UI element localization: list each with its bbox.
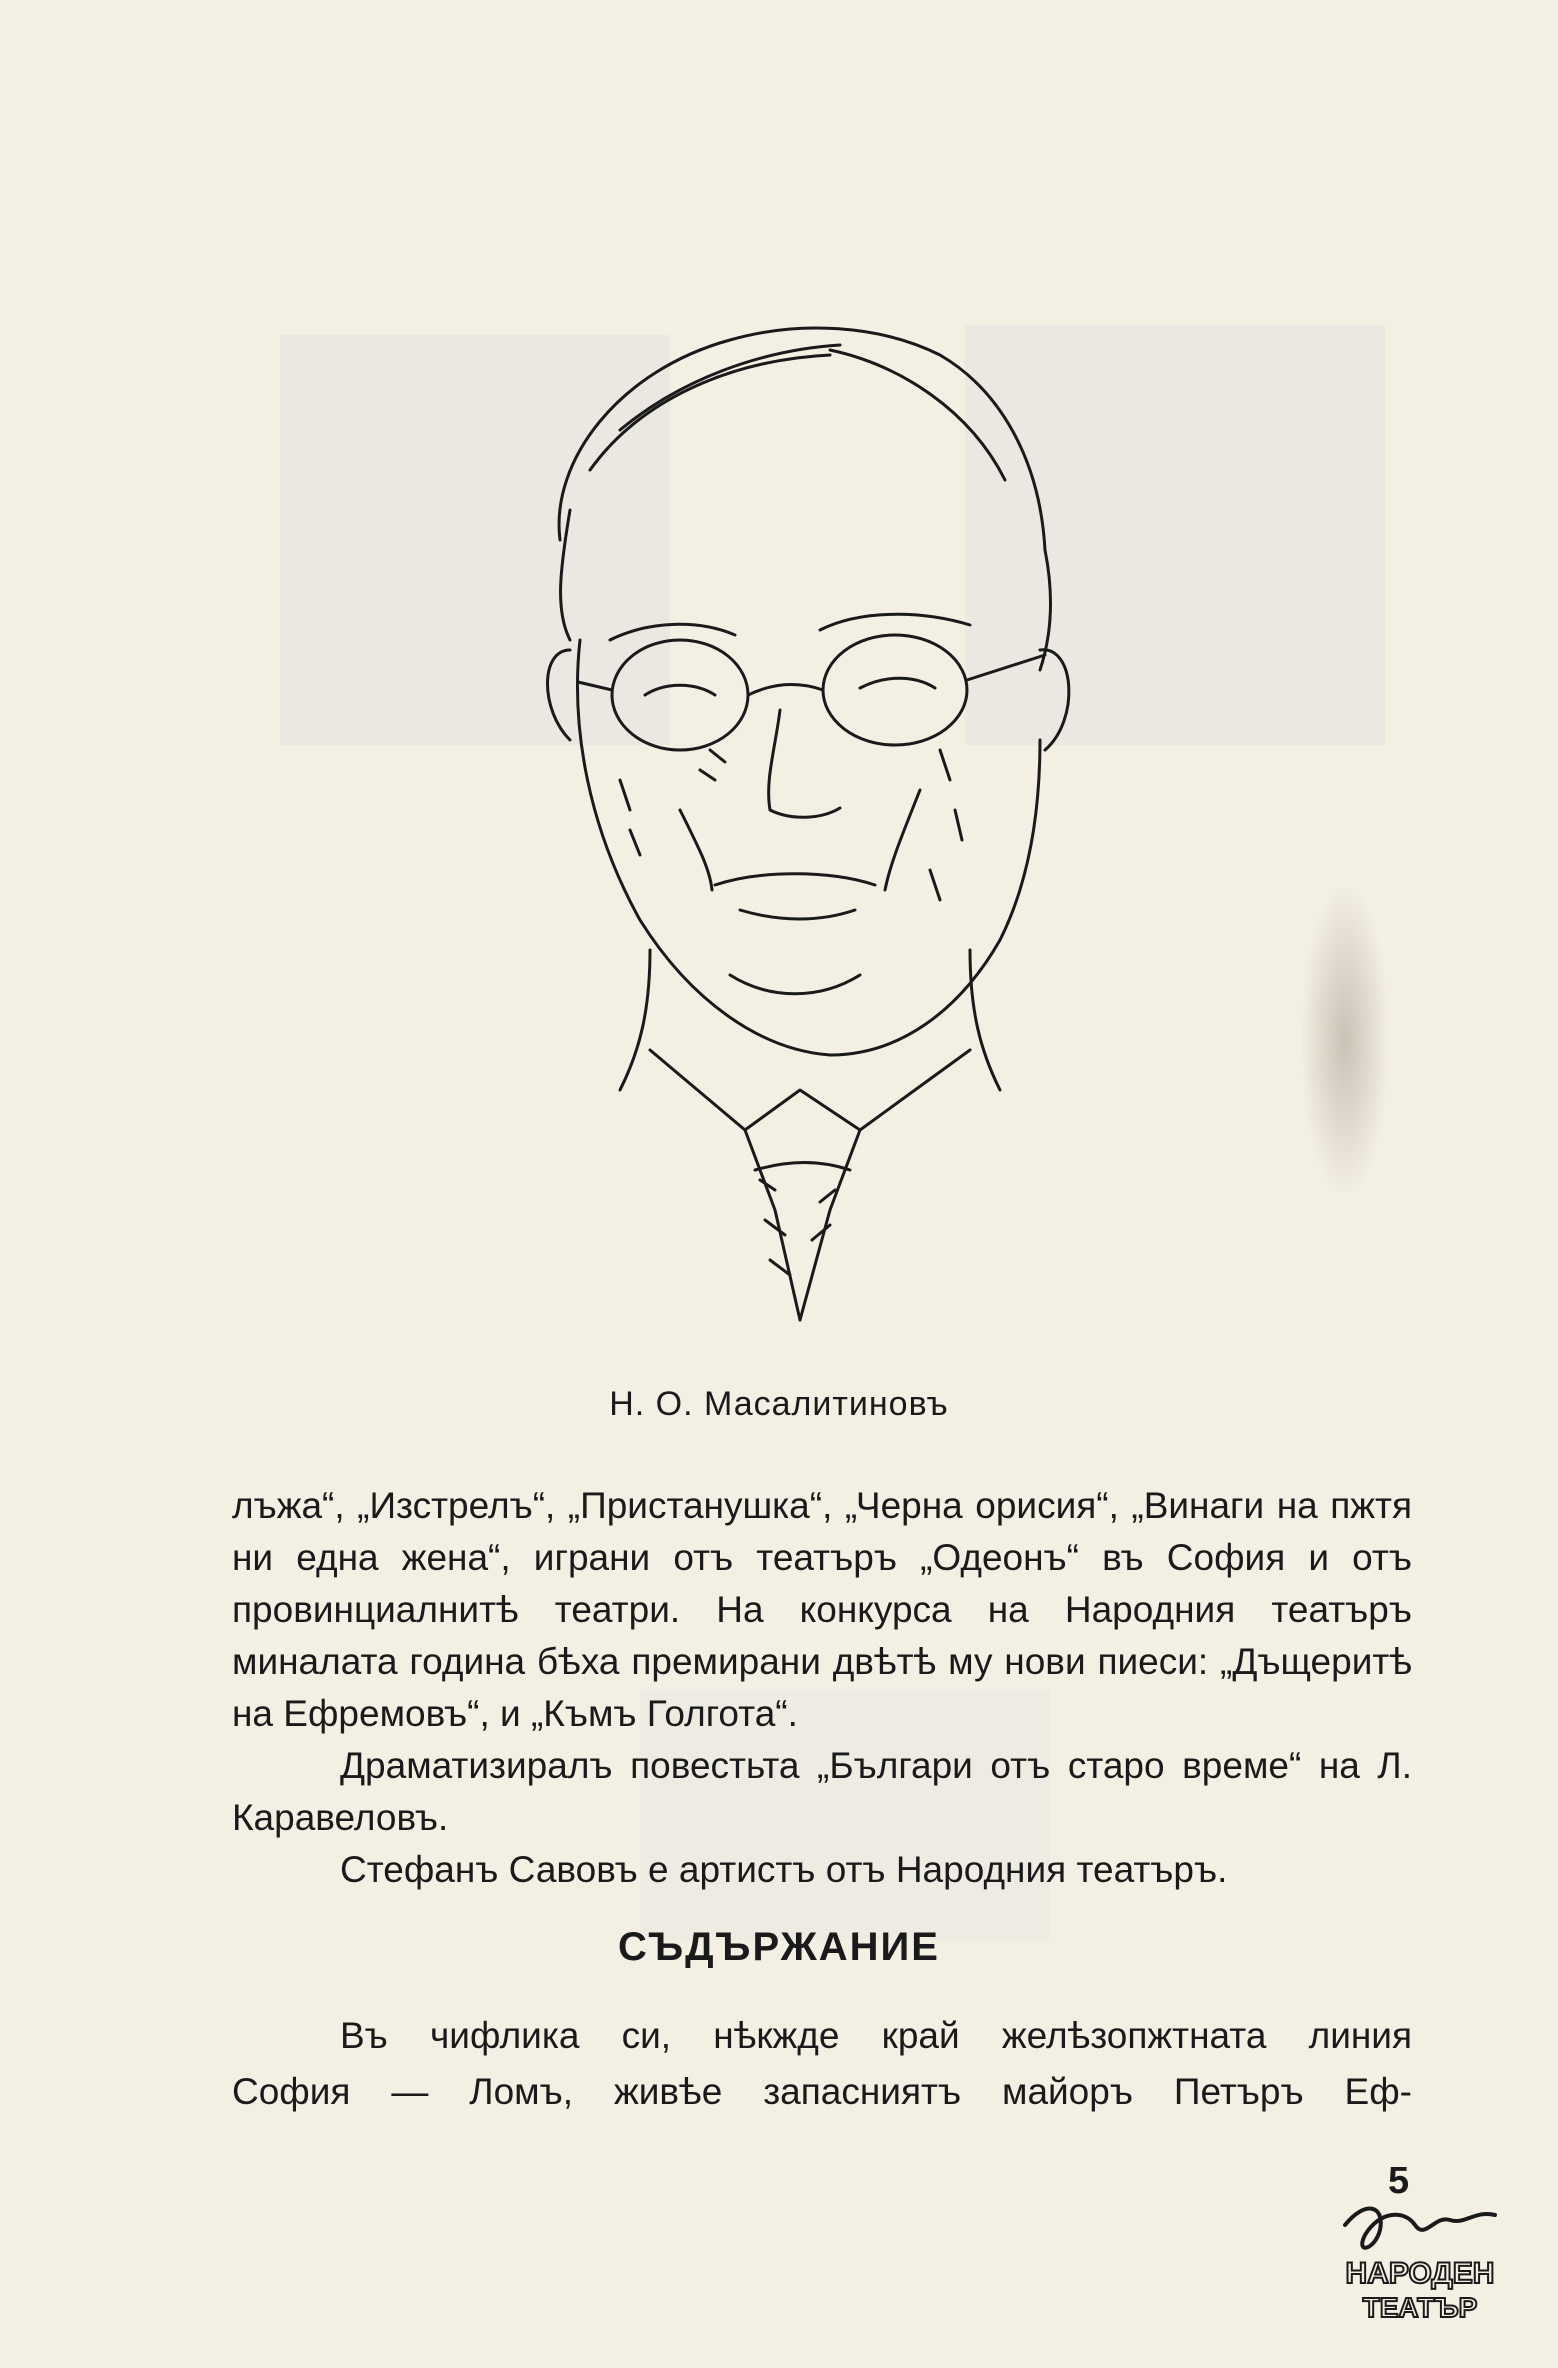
page-number: 5 — [1388, 2160, 1410, 2202]
portrait-sketch — [500, 310, 1120, 1330]
national-theatre-logo — [1325, 2195, 1515, 2325]
svg-text:НАРОДЕН: НАРОДЕН — [1345, 2257, 1495, 2290]
summary-line: Въ чифлика си, нѣкжде край желѣзопжтната линия — [340, 2015, 1412, 2056]
paragraph: Стефанъ Савовъ е артистъ отъ Народния театъръ. — [340, 1849, 1228, 1890]
summary-text — [232, 2008, 1412, 2120]
portrait-caption: Н. О. Масалитиновъ — [609, 1385, 949, 1423]
body-text — [232, 1480, 1412, 1896]
svg-text:ТЕАТЪР: ТЕАТЪР — [1362, 2292, 1478, 2323]
paragraph: Драматизиралъ повестьта „Българи отъ старо време“ на Л. Каравеловъ. — [232, 1745, 1412, 1838]
summary-line: София — Ломъ, живѣе запасниятъ майоръ Петъръ Еф- — [232, 2071, 1412, 2112]
paper-stain — [1300, 880, 1390, 1200]
paragraph: лъжа“, „Изстрелъ“, „Пристанушка“, „Черна орисия“, „Винаги на пжтя ни една жена“, играни отъ театъръ „Одеонъ“ въ София и отъ провинциалнитѣ театри. На конкурса на Народния театъръ миналата година бѣха премирани двѣтѣ му нови пиеси: „Дъщеритѣ на Ефремовъ“, и „Къмъ Голгота“. — [232, 1485, 1412, 1734]
section-heading: СЪДЪРЖАНИЕ — [618, 1925, 940, 1969]
